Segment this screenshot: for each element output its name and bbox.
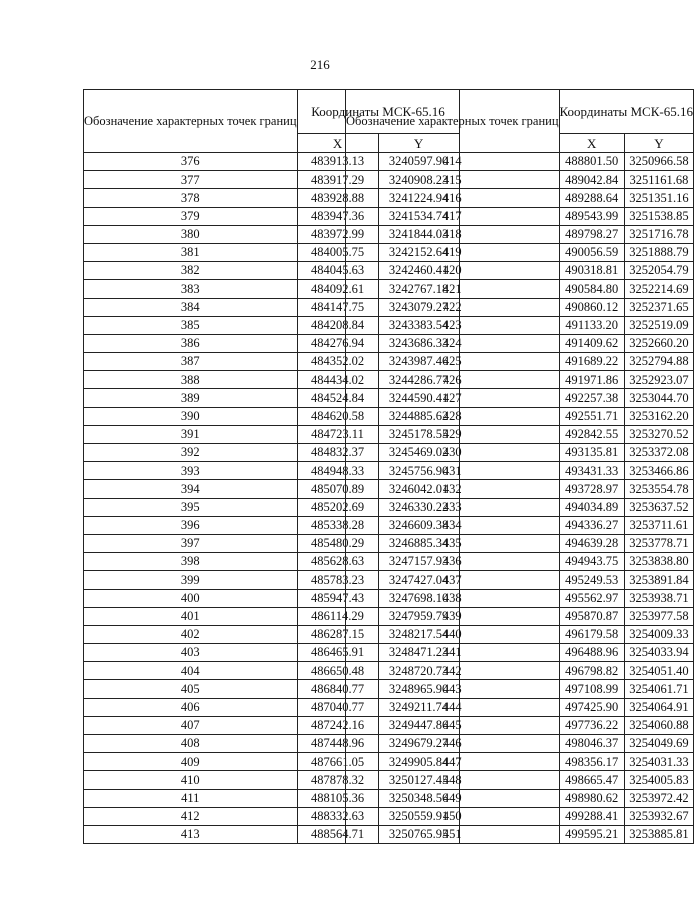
point-cell: 385 — [84, 316, 298, 334]
y-coordinate-cell: 3249211.74 — [378, 698, 459, 716]
point-cell: 395 — [84, 498, 298, 516]
y-coordinate-cell: 3249447.86 — [378, 716, 459, 734]
y-coordinate-cell: 3241844.03 — [378, 225, 459, 243]
y-column-header: Y — [624, 134, 693, 153]
point-cell: 420 — [346, 262, 560, 280]
point-cell: 432 — [346, 480, 560, 498]
x-coordinate-cell: 484352.02 — [297, 353, 378, 371]
table-row — [346, 171, 694, 189]
page-number: 216 — [310, 57, 330, 72]
y-coordinate-cell: 3246330.22 — [378, 498, 459, 516]
y-coordinate-cell: 3243686.33 — [378, 334, 459, 352]
y-coordinate-cell: 3254005.83 — [624, 771, 693, 789]
y-coordinate-cell: 3243383.54 — [378, 316, 459, 334]
x-coordinate-cell: 487040.77 — [297, 698, 378, 716]
x-coordinate-cell: 485783.23 — [297, 571, 378, 589]
coordinates-table-right — [345, 89, 694, 844]
x-coordinate-cell: 489543.99 — [559, 207, 624, 225]
table-row — [346, 607, 694, 625]
point-cell: 423 — [346, 316, 560, 334]
point-cell: 409 — [84, 753, 298, 771]
point-cell: 404 — [84, 662, 298, 680]
point-cell: 440 — [346, 625, 560, 643]
x-coordinate-cell: 485070.89 — [297, 480, 378, 498]
y-coordinate-cell: 3240597.90 — [378, 153, 459, 171]
point-cell: 378 — [84, 189, 298, 207]
x-coordinate-cell: 495249.53 — [559, 571, 624, 589]
x-coordinate-cell: 488801.50 — [559, 153, 624, 171]
table-row — [346, 553, 694, 571]
x-coordinate-cell: 486287.15 — [297, 625, 378, 643]
point-cell: 442 — [346, 662, 560, 680]
y-coordinate-cell: 3245178.55 — [378, 425, 459, 443]
point-cell: 399 — [84, 571, 298, 589]
table-row — [346, 243, 694, 261]
y-coordinate-cell: 3247427.04 — [378, 571, 459, 589]
y-coordinate-cell: 3253891.84 — [624, 571, 693, 589]
y-coordinate-cell: 3252519.09 — [624, 316, 693, 334]
point-cell: 434 — [346, 516, 560, 534]
y-coordinate-cell: 3248217.54 — [378, 625, 459, 643]
x-coordinate-cell: 486840.77 — [297, 680, 378, 698]
x-coordinate-cell: 498665.47 — [559, 771, 624, 789]
table-row — [346, 480, 694, 498]
table-row — [346, 462, 694, 480]
y-coordinate-cell: 3240908.23 — [378, 171, 459, 189]
table-row — [346, 316, 694, 334]
point-cell: 414 — [346, 153, 560, 171]
x-coordinate-cell: 494639.28 — [559, 534, 624, 552]
y-column-header: Y — [378, 134, 459, 153]
y-coordinate-cell: 3248471.23 — [378, 644, 459, 662]
point-cell: 441 — [346, 644, 560, 662]
y-coordinate-cell: 3246042.01 — [378, 480, 459, 498]
x-coordinate-cell: 484208.84 — [297, 316, 378, 334]
x-coordinate-cell: 484092.61 — [297, 280, 378, 298]
x-coordinate-cell: 483913.13 — [297, 153, 378, 171]
point-cell: 379 — [84, 207, 298, 225]
point-cell: 394 — [84, 480, 298, 498]
x-coordinate-cell: 484832.37 — [297, 444, 378, 462]
table-row — [346, 207, 694, 225]
point-cell: 390 — [84, 407, 298, 425]
y-coordinate-cell: 3242460.41 — [378, 262, 459, 280]
table-row — [346, 571, 694, 589]
x-coordinate-cell: 489288.64 — [559, 189, 624, 207]
x-coordinate-cell: 496798.82 — [559, 662, 624, 680]
x-coordinate-cell: 497425.90 — [559, 698, 624, 716]
x-coordinate-cell: 497736.22 — [559, 716, 624, 734]
x-coordinate-cell: 499595.21 — [559, 825, 624, 843]
table-row — [346, 534, 694, 552]
x-coordinate-cell: 492551.71 — [559, 407, 624, 425]
point-cell: 401 — [84, 607, 298, 625]
table-row — [346, 680, 694, 698]
point-cell: 450 — [346, 807, 560, 825]
table-row — [346, 753, 694, 771]
x-coordinate-cell: 490056.59 — [559, 243, 624, 261]
point-cell: 422 — [346, 298, 560, 316]
x-coordinate-cell: 484434.02 — [297, 371, 378, 389]
y-coordinate-cell: 3253270.52 — [624, 425, 693, 443]
point-cell: 388 — [84, 371, 298, 389]
y-coordinate-cell: 3253977.58 — [624, 607, 693, 625]
y-coordinate-cell: 3242767.18 — [378, 280, 459, 298]
y-coordinate-cell: 3251161.68 — [624, 171, 693, 189]
table-row — [346, 716, 694, 734]
table-row — [346, 425, 694, 443]
y-coordinate-cell: 3250348.56 — [378, 789, 459, 807]
point-cell: 435 — [346, 534, 560, 552]
y-coordinate-cell: 3251888.79 — [624, 243, 693, 261]
y-coordinate-cell: 3253885.81 — [624, 825, 693, 843]
point-cell: 427 — [346, 389, 560, 407]
point-cell: 411 — [84, 789, 298, 807]
point-cell: 438 — [346, 589, 560, 607]
coordinates-column-header: Координаты МСК-65.16 — [559, 90, 693, 134]
x-coordinate-cell: 488105.36 — [297, 789, 378, 807]
y-coordinate-cell: 3250559.91 — [378, 807, 459, 825]
point-cell: 412 — [84, 807, 298, 825]
point-column-header: Обозначение характерных точек границ — [84, 90, 298, 153]
x-coordinate-cell: 487448.96 — [297, 735, 378, 753]
x-coordinate-cell: 498356.17 — [559, 753, 624, 771]
point-cell: 445 — [346, 716, 560, 734]
x-coordinate-cell: 494943.75 — [559, 553, 624, 571]
y-coordinate-cell: 3253466.86 — [624, 462, 693, 480]
x-coordinate-cell: 491409.62 — [559, 334, 624, 352]
y-coordinate-cell: 3246885.34 — [378, 534, 459, 552]
y-coordinate-cell: 3253938.71 — [624, 589, 693, 607]
y-coordinate-cell: 3252371.65 — [624, 298, 693, 316]
y-coordinate-cell: 3249905.84 — [378, 753, 459, 771]
x-coordinate-cell: 493728.97 — [559, 480, 624, 498]
y-coordinate-cell: 3252214.69 — [624, 280, 693, 298]
x-coordinate-cell: 498980.62 — [559, 789, 624, 807]
y-coordinate-cell: 3250765.95 — [378, 825, 459, 843]
y-coordinate-cell: 3243987.46 — [378, 353, 459, 371]
table-row — [346, 298, 694, 316]
y-coordinate-cell: 3245756.90 — [378, 462, 459, 480]
x-coordinate-cell: 485947.43 — [297, 589, 378, 607]
y-coordinate-cell: 3245469.02 — [378, 444, 459, 462]
x-coordinate-cell: 489042.84 — [559, 171, 624, 189]
point-cell: 444 — [346, 698, 560, 716]
table-row — [346, 189, 694, 207]
y-coordinate-cell: 3244286.77 — [378, 371, 459, 389]
table-row — [346, 498, 694, 516]
x-coordinate-cell: 490860.12 — [559, 298, 624, 316]
point-cell: 451 — [346, 825, 560, 843]
y-coordinate-cell: 3252054.79 — [624, 262, 693, 280]
point-cell: 415 — [346, 171, 560, 189]
table-row — [346, 625, 694, 643]
y-coordinate-cell: 3248720.73 — [378, 662, 459, 680]
point-cell: 405 — [84, 680, 298, 698]
y-coordinate-cell: 3254051.40 — [624, 662, 693, 680]
x-coordinate-cell: 495562.97 — [559, 589, 624, 607]
point-cell: 377 — [84, 171, 298, 189]
x-coordinate-cell: 485628.63 — [297, 553, 378, 571]
y-coordinate-cell: 3253637.52 — [624, 498, 693, 516]
y-coordinate-cell: 3248965.90 — [378, 680, 459, 698]
x-coordinate-cell: 496179.58 — [559, 625, 624, 643]
table-row — [346, 516, 694, 534]
table-row — [346, 662, 694, 680]
table-row — [346, 444, 694, 462]
x-coordinate-cell: 496488.96 — [559, 644, 624, 662]
table-row — [346, 735, 694, 753]
y-coordinate-cell: 3253162.20 — [624, 407, 693, 425]
x-coordinate-cell: 488332.63 — [297, 807, 378, 825]
x-coordinate-cell: 483972.99 — [297, 225, 378, 243]
y-coordinate-cell: 3250966.58 — [624, 153, 693, 171]
point-cell: 391 — [84, 425, 298, 443]
point-cell: 419 — [346, 243, 560, 261]
x-coordinate-cell: 494034.89 — [559, 498, 624, 516]
x-coordinate-cell: 484045.63 — [297, 262, 378, 280]
x-coordinate-cell: 486650.48 — [297, 662, 378, 680]
x-coordinate-cell: 484005.75 — [297, 243, 378, 261]
table-row — [346, 407, 694, 425]
y-coordinate-cell: 3253778.71 — [624, 534, 693, 552]
point-cell: 439 — [346, 607, 560, 625]
point-column-header: Обозначение характерных точек границ — [346, 90, 560, 153]
x-coordinate-cell: 488564.71 — [297, 825, 378, 843]
table-row — [346, 698, 694, 716]
x-coordinate-cell: 484948.33 — [297, 462, 378, 480]
point-cell: 416 — [346, 189, 560, 207]
y-coordinate-cell: 3252660.20 — [624, 334, 693, 352]
point-cell: 381 — [84, 243, 298, 261]
point-cell: 406 — [84, 698, 298, 716]
point-cell: 417 — [346, 207, 560, 225]
y-coordinate-cell: 3252794.88 — [624, 353, 693, 371]
point-cell: 448 — [346, 771, 560, 789]
table-row — [346, 789, 694, 807]
point-cell: 433 — [346, 498, 560, 516]
y-coordinate-cell: 3242152.64 — [378, 243, 459, 261]
point-cell: 408 — [84, 735, 298, 753]
x-coordinate-cell: 492257.38 — [559, 389, 624, 407]
point-cell: 382 — [84, 262, 298, 280]
point-cell: 425 — [346, 353, 560, 371]
x-coordinate-cell: 490584.80 — [559, 280, 624, 298]
y-coordinate-cell: 3254033.94 — [624, 644, 693, 662]
x-coordinate-cell: 492842.55 — [559, 425, 624, 443]
point-cell: 430 — [346, 444, 560, 462]
x-coordinate-cell: 484276.94 — [297, 334, 378, 352]
point-cell: 437 — [346, 571, 560, 589]
point-cell: 431 — [346, 462, 560, 480]
x-coordinate-cell: 483917.29 — [297, 171, 378, 189]
x-coordinate-cell: 494336.27 — [559, 516, 624, 534]
x-coordinate-cell: 491689.22 — [559, 353, 624, 371]
x-coordinate-cell: 495870.87 — [559, 607, 624, 625]
point-cell: 447 — [346, 753, 560, 771]
y-coordinate-cell: 3253972.42 — [624, 789, 693, 807]
point-cell: 446 — [346, 735, 560, 753]
y-coordinate-cell: 3249679.27 — [378, 735, 459, 753]
table-row — [346, 262, 694, 280]
y-coordinate-cell: 3247698.10 — [378, 589, 459, 607]
point-cell: 418 — [346, 225, 560, 243]
x-coordinate-cell: 483947.36 — [297, 207, 378, 225]
x-coordinate-cell: 490318.81 — [559, 262, 624, 280]
y-coordinate-cell: 3254064.91 — [624, 698, 693, 716]
x-coordinate-cell: 489798.27 — [559, 225, 624, 243]
x-coordinate-cell: 484524.84 — [297, 389, 378, 407]
y-coordinate-cell: 3247157.93 — [378, 553, 459, 571]
y-coordinate-cell: 3254049.69 — [624, 735, 693, 753]
x-coordinate-cell: 491971.86 — [559, 371, 624, 389]
y-coordinate-cell: 3250127.45 — [378, 771, 459, 789]
x-coordinate-cell: 487661.05 — [297, 753, 378, 771]
y-coordinate-cell: 3244590.41 — [378, 389, 459, 407]
y-coordinate-cell: 3251538.85 — [624, 207, 693, 225]
table-row — [346, 644, 694, 662]
point-cell: 392 — [84, 444, 298, 462]
x-coordinate-cell: 484147.75 — [297, 298, 378, 316]
table-row — [346, 334, 694, 352]
point-cell: 436 — [346, 553, 560, 571]
x-coordinate-cell: 498046.37 — [559, 735, 624, 753]
point-cell: 397 — [84, 534, 298, 552]
table-row — [346, 153, 694, 171]
point-cell: 384 — [84, 298, 298, 316]
x-coordinate-cell: 487878.32 — [297, 771, 378, 789]
x-coordinate-cell: 483928.88 — [297, 189, 378, 207]
y-coordinate-cell: 3253372.08 — [624, 444, 693, 462]
point-cell: 389 — [84, 389, 298, 407]
y-coordinate-cell: 3252923.07 — [624, 371, 693, 389]
x-coordinate-cell: 493135.81 — [559, 444, 624, 462]
y-coordinate-cell: 3247959.79 — [378, 607, 459, 625]
y-coordinate-cell: 3253044.70 — [624, 389, 693, 407]
y-coordinate-cell: 3254061.71 — [624, 680, 693, 698]
point-cell: 376 — [84, 153, 298, 171]
x-coordinate-cell: 486465.91 — [297, 644, 378, 662]
y-coordinate-cell: 3254060.88 — [624, 716, 693, 734]
y-coordinate-cell: 3251351.16 — [624, 189, 693, 207]
x-coordinate-cell: 485338.28 — [297, 516, 378, 534]
x-coordinate-cell: 487242.16 — [297, 716, 378, 734]
point-cell: 449 — [346, 789, 560, 807]
y-coordinate-cell: 3253932.67 — [624, 807, 693, 825]
point-cell: 429 — [346, 425, 560, 443]
table-row — [346, 225, 694, 243]
point-cell: 396 — [84, 516, 298, 534]
x-coordinate-cell: 484620.58 — [297, 407, 378, 425]
point-cell: 426 — [346, 371, 560, 389]
table-row — [346, 280, 694, 298]
point-cell: 386 — [84, 334, 298, 352]
point-cell: 443 — [346, 680, 560, 698]
table-row — [346, 353, 694, 371]
y-coordinate-cell: 3253711.61 — [624, 516, 693, 534]
point-cell: 400 — [84, 589, 298, 607]
table-row — [346, 371, 694, 389]
point-cell: 398 — [84, 553, 298, 571]
point-cell: 413 — [84, 825, 298, 843]
x-coordinate-cell: 499288.41 — [559, 807, 624, 825]
point-cell: 402 — [84, 625, 298, 643]
table-row — [346, 589, 694, 607]
point-cell: 410 — [84, 771, 298, 789]
y-coordinate-cell: 3253838.80 — [624, 553, 693, 571]
point-cell: 393 — [84, 462, 298, 480]
point-cell: 424 — [346, 334, 560, 352]
x-column-header: X — [297, 134, 378, 153]
y-coordinate-cell: 3253554.78 — [624, 480, 693, 498]
table-row — [346, 807, 694, 825]
y-coordinate-cell: 3244885.62 — [378, 407, 459, 425]
x-coordinate-cell: 485202.69 — [297, 498, 378, 516]
x-coordinate-cell: 486114.29 — [297, 607, 378, 625]
x-coordinate-cell: 497108.99 — [559, 680, 624, 698]
point-cell: 403 — [84, 644, 298, 662]
x-coordinate-cell: 484723.11 — [297, 425, 378, 443]
x-coordinate-cell: 493431.33 — [559, 462, 624, 480]
y-coordinate-cell: 3246609.38 — [378, 516, 459, 534]
x-coordinate-cell: 485480.29 — [297, 534, 378, 552]
y-coordinate-cell: 3254009.33 — [624, 625, 693, 643]
y-coordinate-cell: 3241534.74 — [378, 207, 459, 225]
point-cell: 421 — [346, 280, 560, 298]
x-column-header: X — [559, 134, 624, 153]
point-cell: 407 — [84, 716, 298, 734]
coordinates-column-header: Координаты МСК-65.16 — [297, 90, 459, 134]
point-cell: 383 — [84, 280, 298, 298]
y-coordinate-cell: 3243079.27 — [378, 298, 459, 316]
y-coordinate-cell: 3254031.33 — [624, 753, 693, 771]
point-cell: 428 — [346, 407, 560, 425]
x-coordinate-cell: 491133.20 — [559, 316, 624, 334]
point-cell: 380 — [84, 225, 298, 243]
table-row — [346, 825, 694, 843]
point-cell: 387 — [84, 353, 298, 371]
y-coordinate-cell: 3241224.94 — [378, 189, 459, 207]
right-table-body — [346, 153, 694, 844]
y-coordinate-cell: 3251716.78 — [624, 225, 693, 243]
table-row — [346, 389, 694, 407]
table-row — [346, 771, 694, 789]
